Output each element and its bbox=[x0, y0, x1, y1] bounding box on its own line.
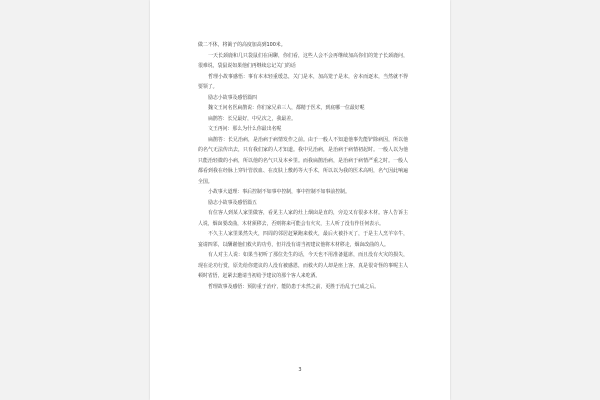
paragraph: 有人对主人说：如果当初听了那位先生的话，今天也不用准备筵席，而且没有火灾的损失，现在论功行赏，原先给你建议的人没有被感恩，而救火的人却是座上客，真是很奇怪的事呢主人顿时省悟，赶紧去邀请当初给予建议的那个客人来吃酒。 bbox=[198, 252, 408, 279]
paragraph: 小故事大道理：事后控制不如事中控制，事中控制不如事前控制。 bbox=[208, 189, 350, 195]
paragraph: 魏文王问名医扁鹊说：你们家兄弟三人，都精于医术，到底哪一位最好呢 bbox=[208, 105, 365, 111]
paragraph: 哲理小故事感悟：事有本末轻重缓急，关门是本，加高笼子是末，舍本而逐末，当然就不得要领了。 bbox=[198, 73, 408, 90]
paragraph: 哲理故事及感悟：预防重于治疗，能防患于未然之前，更胜于治乱于已成之后。 bbox=[208, 283, 380, 290]
document-body bbox=[198, 40, 408, 292]
paragraph: 一天长颈鹿和几只袋鼠们在闲聊，你们看，这些人会不会再继续加高你们的笼子长颈鹿问，很难说，袋鼠说如果他们再继续忘记关门的话 bbox=[198, 52, 408, 69]
section-heading: 励志小故事及感悟篇四 bbox=[208, 94, 257, 101]
section-heading: 励志小故事及感悟篇五 bbox=[208, 199, 257, 206]
paragraph: 有位客人到某人家里做客，看见主人家的灶上烟囱是直的，旁边又有很多木材。客人告诉主人说，烟囱要改曲，木材须移去，否则将来可能会有火灾，主人听了没有作任何表示。 bbox=[198, 210, 408, 227]
document-page bbox=[150, 0, 450, 400]
paragraph: 扁鹊答：长兄最好，中兄次之，我最差。 bbox=[208, 115, 297, 122]
page-number: 3 bbox=[298, 367, 302, 373]
paragraph: 不久主人家里果然失火，四周的邻居赶紧跑来救火，最后火被扑灭了，于是主人烹羊宰牛，宴请四邻，以酬谢他们救火的功劳，但并没有请当初建议他将木材移走，烟囱改曲的人。 bbox=[198, 231, 408, 248]
paragraph: 做二不休，将篱子的高度加高到100米。 bbox=[198, 42, 286, 48]
paragraph: 扁鹊答：长兄治病，是治病于病情发作之前。由于一般人不知道他事先能铲除病因，所以他的名气无法传出去，只有我们家的人才知道。我中兄治病，是治病于病情初起时。一般人以为他只能治轻微的小病，所以他的名气只及本乡里。而我扁鹊治病，是治病于病情严重之时。一般人都看到我在经脉上穿针管放血、在皮肤上敷药等大手术，所以以为我的医术高明，名气因此响遍全国。 bbox=[198, 136, 408, 185]
paragraph: 文王再问：那么为什么你最出名呢 bbox=[208, 126, 282, 132]
